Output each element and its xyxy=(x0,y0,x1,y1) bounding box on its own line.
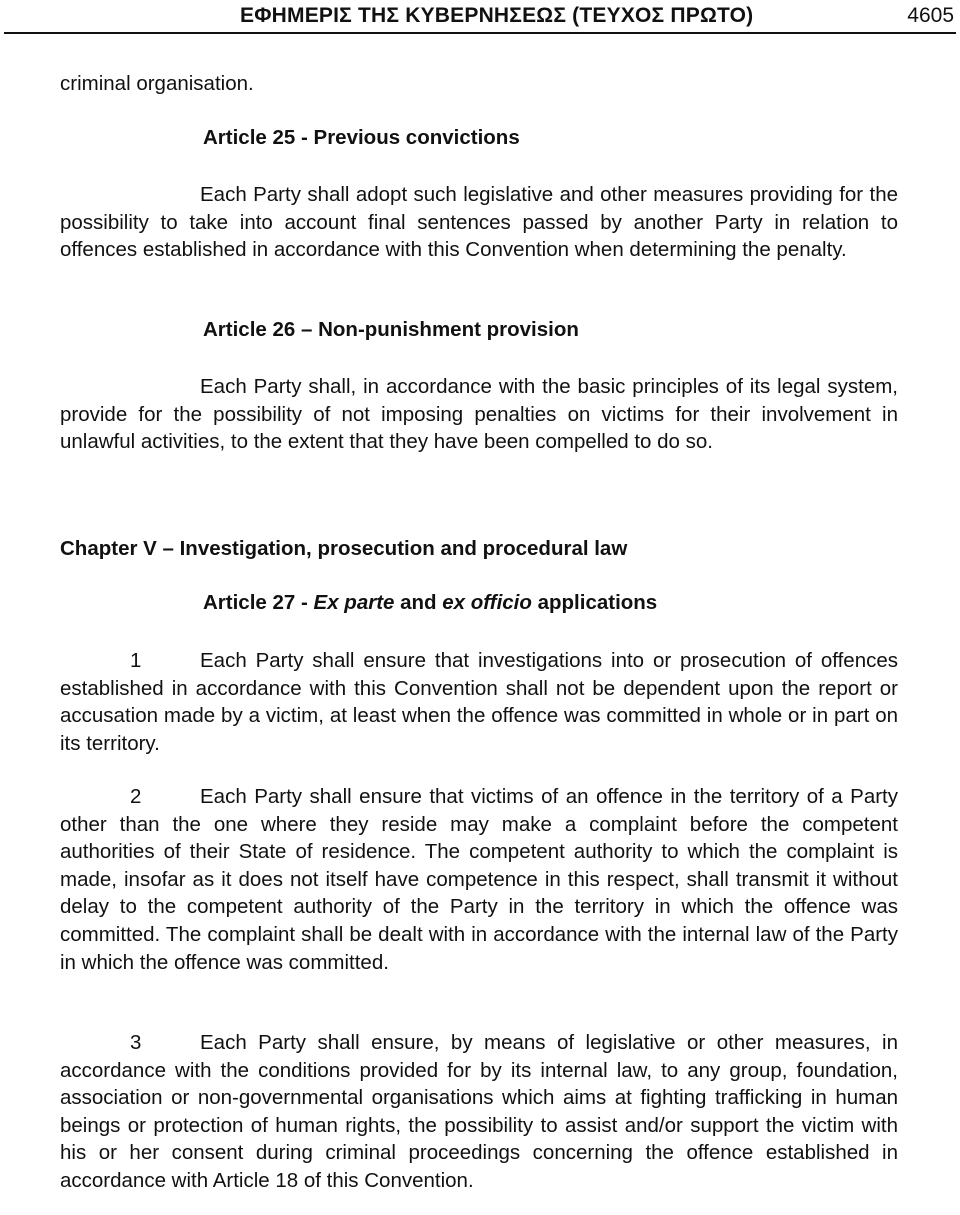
page-number: 4605 xyxy=(907,4,954,27)
intro-text: criminal organisation. xyxy=(60,72,254,95)
page-header xyxy=(4,0,956,34)
article-26-heading: Article 26 – Non-punishment provision xyxy=(203,318,579,341)
article-25-text: Each Party shall adopt such legislative and other measures providing for the possibility to take into account final sentences passed by another Party in relation to offences established in accordance with this Convention when determining the penalty. xyxy=(60,183,898,262)
article-27-heading-suffix: applications xyxy=(531,591,658,614)
paragraph-text: Each Party shall ensure, by means of legislative or other measures, in accordance with the conditions provided for by its internal law, to any group, foundation, association or non-governmental organisations which aims at fighting trafficking in human beings or protection of human rights, the possibility to assist and/or support the victim with his or her consent during criminal proceedings concerning the offence established in accordance with Article 18 of this Convention. xyxy=(60,1031,898,1192)
article-27-paragraph-2 xyxy=(60,783,898,976)
chapter-5-heading: Chapter V – Investigation, prosecution and procedural law xyxy=(60,537,628,560)
article-27-paragraph-3 xyxy=(60,1029,898,1195)
article-27-heading xyxy=(203,591,657,615)
article-27-heading-prefix: Article 27 - xyxy=(203,591,314,614)
article-27-heading-ex-parte: Ex parte xyxy=(313,591,395,614)
paragraph-number: 2 xyxy=(130,785,142,808)
article-25-heading: Article 25 - Previous convictions xyxy=(203,126,520,149)
article-27-paragraph-1 xyxy=(60,647,898,757)
paragraph-text: Each Party shall ensure that victims of an offence in the territory of a Party other than the one where they reside may make a complaint before the competent authorities of their State of residence. The competent authority to which the complaint is made, insofar as it does not itself have competence in this respect, shall transmit it without delay to the competent authority of the Party in the territory in which the offence was committed. The complaint shall be dealt with in accordance with the internal law of the Party in which the offence was committed. xyxy=(60,785,898,974)
article-26-text: Each Party shall, in accordance with the basic principles of its legal system, provide for the possibility of not imposing penalties on victims for their involvement in unlawful activities, to the extent that they have been compelled to do so. xyxy=(60,375,898,454)
gazette-title: ΕΦΗΜΕΡΙΣ ΤΗΣ ΚΥΒΕΡΝΗΣΕΩΣ (ΤΕΥΧΟΣ ΠΡΩΤΟ) xyxy=(240,4,754,27)
article-27-heading-ex-officio: ex officio xyxy=(442,591,532,614)
paragraph-number: 1 xyxy=(130,649,142,672)
paragraph-text: Each Party shall ensure that investigations into or prosecution of offences established in accordance with this Convention shall not be dependent upon the report or accusation made by a victim, at least when the offence was committed in whole or in part on its territory. xyxy=(60,649,898,755)
article-27-heading-and: and xyxy=(394,591,443,614)
paragraph-number: 3 xyxy=(130,1031,142,1054)
